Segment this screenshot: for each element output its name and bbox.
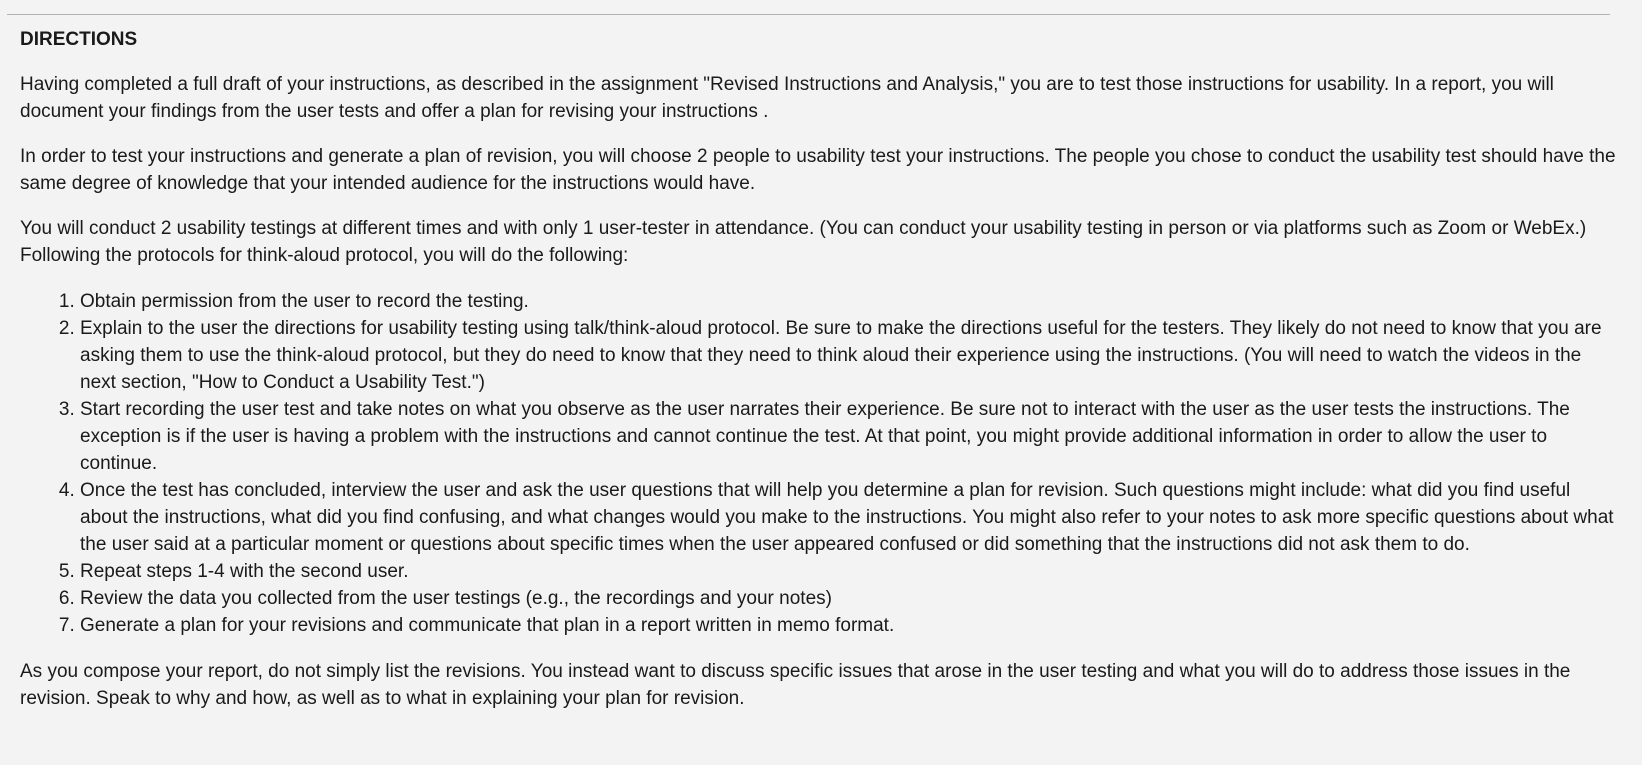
step-item: 1. Obtain permission from the user to record the testing. bbox=[80, 288, 1622, 315]
step-item: 3. Start recording the user test and take notes on what you observe as the user narrates their experience. Be sure not to interact with the user as the user tests the instructions. The exception is if the user is having a problem with the instructions and cannot continue the test. At that point, you might provide additional information in order to allow the user to continue. bbox=[80, 396, 1622, 477]
step-item: 2. Explain to the user the directions for usability testing using talk/think-aloud protocol. Be sure to make the directions useful for the testers. They likely do not need to know that you are asking them to use the think-aloud protocol, but they do need to know that they need to think aloud their experience using the instructions. (You will need to watch the videos in the next section, "How to Conduct a Usability Test.") bbox=[80, 315, 1622, 396]
closing-paragraph: As you compose your report, do not simply list the revisions. You instead want to discuss specific issues that arose in the user testing and what you will do to address those issues in the revision. Speak to why and how, as well as to what in explaining your plan for revision. bbox=[20, 661, 1571, 709]
directions-heading: DIRECTIONS bbox=[20, 29, 138, 50]
step-item: 6. Review the data you collected from the user testings (e.g., the recordings and your notes) bbox=[80, 585, 1622, 612]
testing-procedure-paragraph: You will conduct 2 usability testings at different times and with only 1 user-tester in attendance. (You can conduct your usability testing in person or via platforms such as Zoom or WebEx.) Following the protocols for think-aloud protocol, you will do the following: bbox=[20, 218, 1587, 266]
step-item: 4. Once the test has concluded, interview the user and ask the user questions that will help you determine a plan for revision. Such questions might include: what did you find useful about the instructions, what did you find confusing, and what changes would you make to the instructions. You might also refer to your notes to ask more specific questions about what the user said at a particular moment or questions about specific times when the user appeared confused or did something that the instructions did not ask them to do. bbox=[80, 477, 1622, 558]
tester-selection-paragraph: In order to test your instructions and generate a plan of revision, you will choose 2 people to usability test your instructions. The people you chose to conduct the usability test should have the same degree of knowledge that your intended audience for the instructions would have. bbox=[20, 146, 1616, 194]
step-item: 7. Generate a plan for your revisions and communicate that plan in a report written in memo format. bbox=[80, 612, 1622, 639]
step-item: 5. Repeat steps 1-4 with the second user. bbox=[80, 558, 1622, 585]
steps-list bbox=[20, 288, 1622, 639]
intro-paragraph: Having completed a full draft of your instructions, as described in the assignment "Revised Instructions and Analysis," you are to test those instructions for usability. In a report, you will document your findings from the user tests and offer a plan for revising your instructions . bbox=[20, 74, 1554, 122]
top-divider bbox=[7, 14, 1610, 15]
